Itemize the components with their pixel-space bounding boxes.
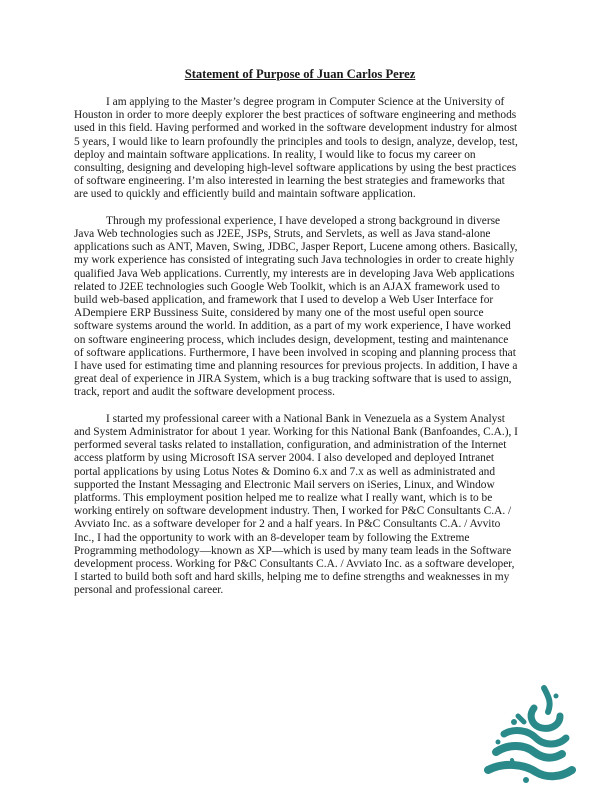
arabic-calligraphy-logo-icon [474,682,580,788]
paragraph-career: I started my professional career with a National Bank in Venezuela as a System Analyst and System Administrator for about 1 year. Working for this National Bank (Banfoandes, C.A.), I performed several tasks related to installation, configuration, and administration of the Internet access platform by using Microsoft ISA server 2004. I also developed and deployed Intranet portal applications by using Lotus Notes & Domino 6.x and 7.x as well as administrated and supported the Instant Messaging and Electronic Mail servers on iSeries, Linux, and Window platforms. This employment position helped me to realize what I really want, which is to be working entirely on software development industry. Then, I worked for P&C Consultants C.A. / Avviato Inc. as a software developer for 2 and a half years. In P&C Consultants C.A. / Avvito Inc., I had the opportunity to work with an 8-developer team by following the Extreme Programming methodology—known as XP—which is used by many team leads in the Software development process. Working for P&C Consultants C.A. / Avviato Inc. as a software developer, I started to build both soft and hard skills, helping me to define strengths and weaknesses in my personal and professional career. [74,412,518,597]
paragraph-experience: Through my professional experience, I have developed a strong background in diverse Java Web technologies such as J2EE, JSPs, Struts, and Servlets, as well as Java stand-alone applications such as ANT, Maven, Swing, JDBC, Jasper Report, Lucene among others. Basically, my work experience has consisted of integrating such Java technologies in order to create highly qualified Java Web applications. Currently, my interests are in developing Java Web applications related to J2EE technologies such Google Web Toolkit, which is an AJAX framework used to build web-based application, and framework that I used to develop a Web User Interface for ADempiere ERP Bussiness Suite, considered by many one of the most useful open source software systems around the world. In addition, as a part of my work experience, I have worked on software engineering process, which includes design, development, testing and maintenance of software applications. Furthermore, I have been involved in scoping and planning process that I have used for estimating time and planning resources for previous projects. In addition, I have a great deal of experience in JIRA System, which is a bug tracking software that is used to assign, track, report and audit the software development process. [74,214,518,399]
page-title: Statement of Purpose of Juan Carlos Perez [184,67,416,81]
statement-body [74,96,520,611]
paragraph-intro: I am applying to the Master’s degree program in Computer Science at the University of Houston in order to more deeply explorer the best practices of software engineering and methods used in this field. Having performed and worked in the software development industry for almost 5 years, I would like to learn profoundly the principles and tools to design, analyze, develop, test, deploy and maintain software applications. In reality, I would like to focus my career on consulting, designing and developing high-level software applications by using the best practices of software engineering. I’m also interested in learning the best strategies and frameworks that are used to quickly and efficiently build and maintain software application. [74,96,518,201]
